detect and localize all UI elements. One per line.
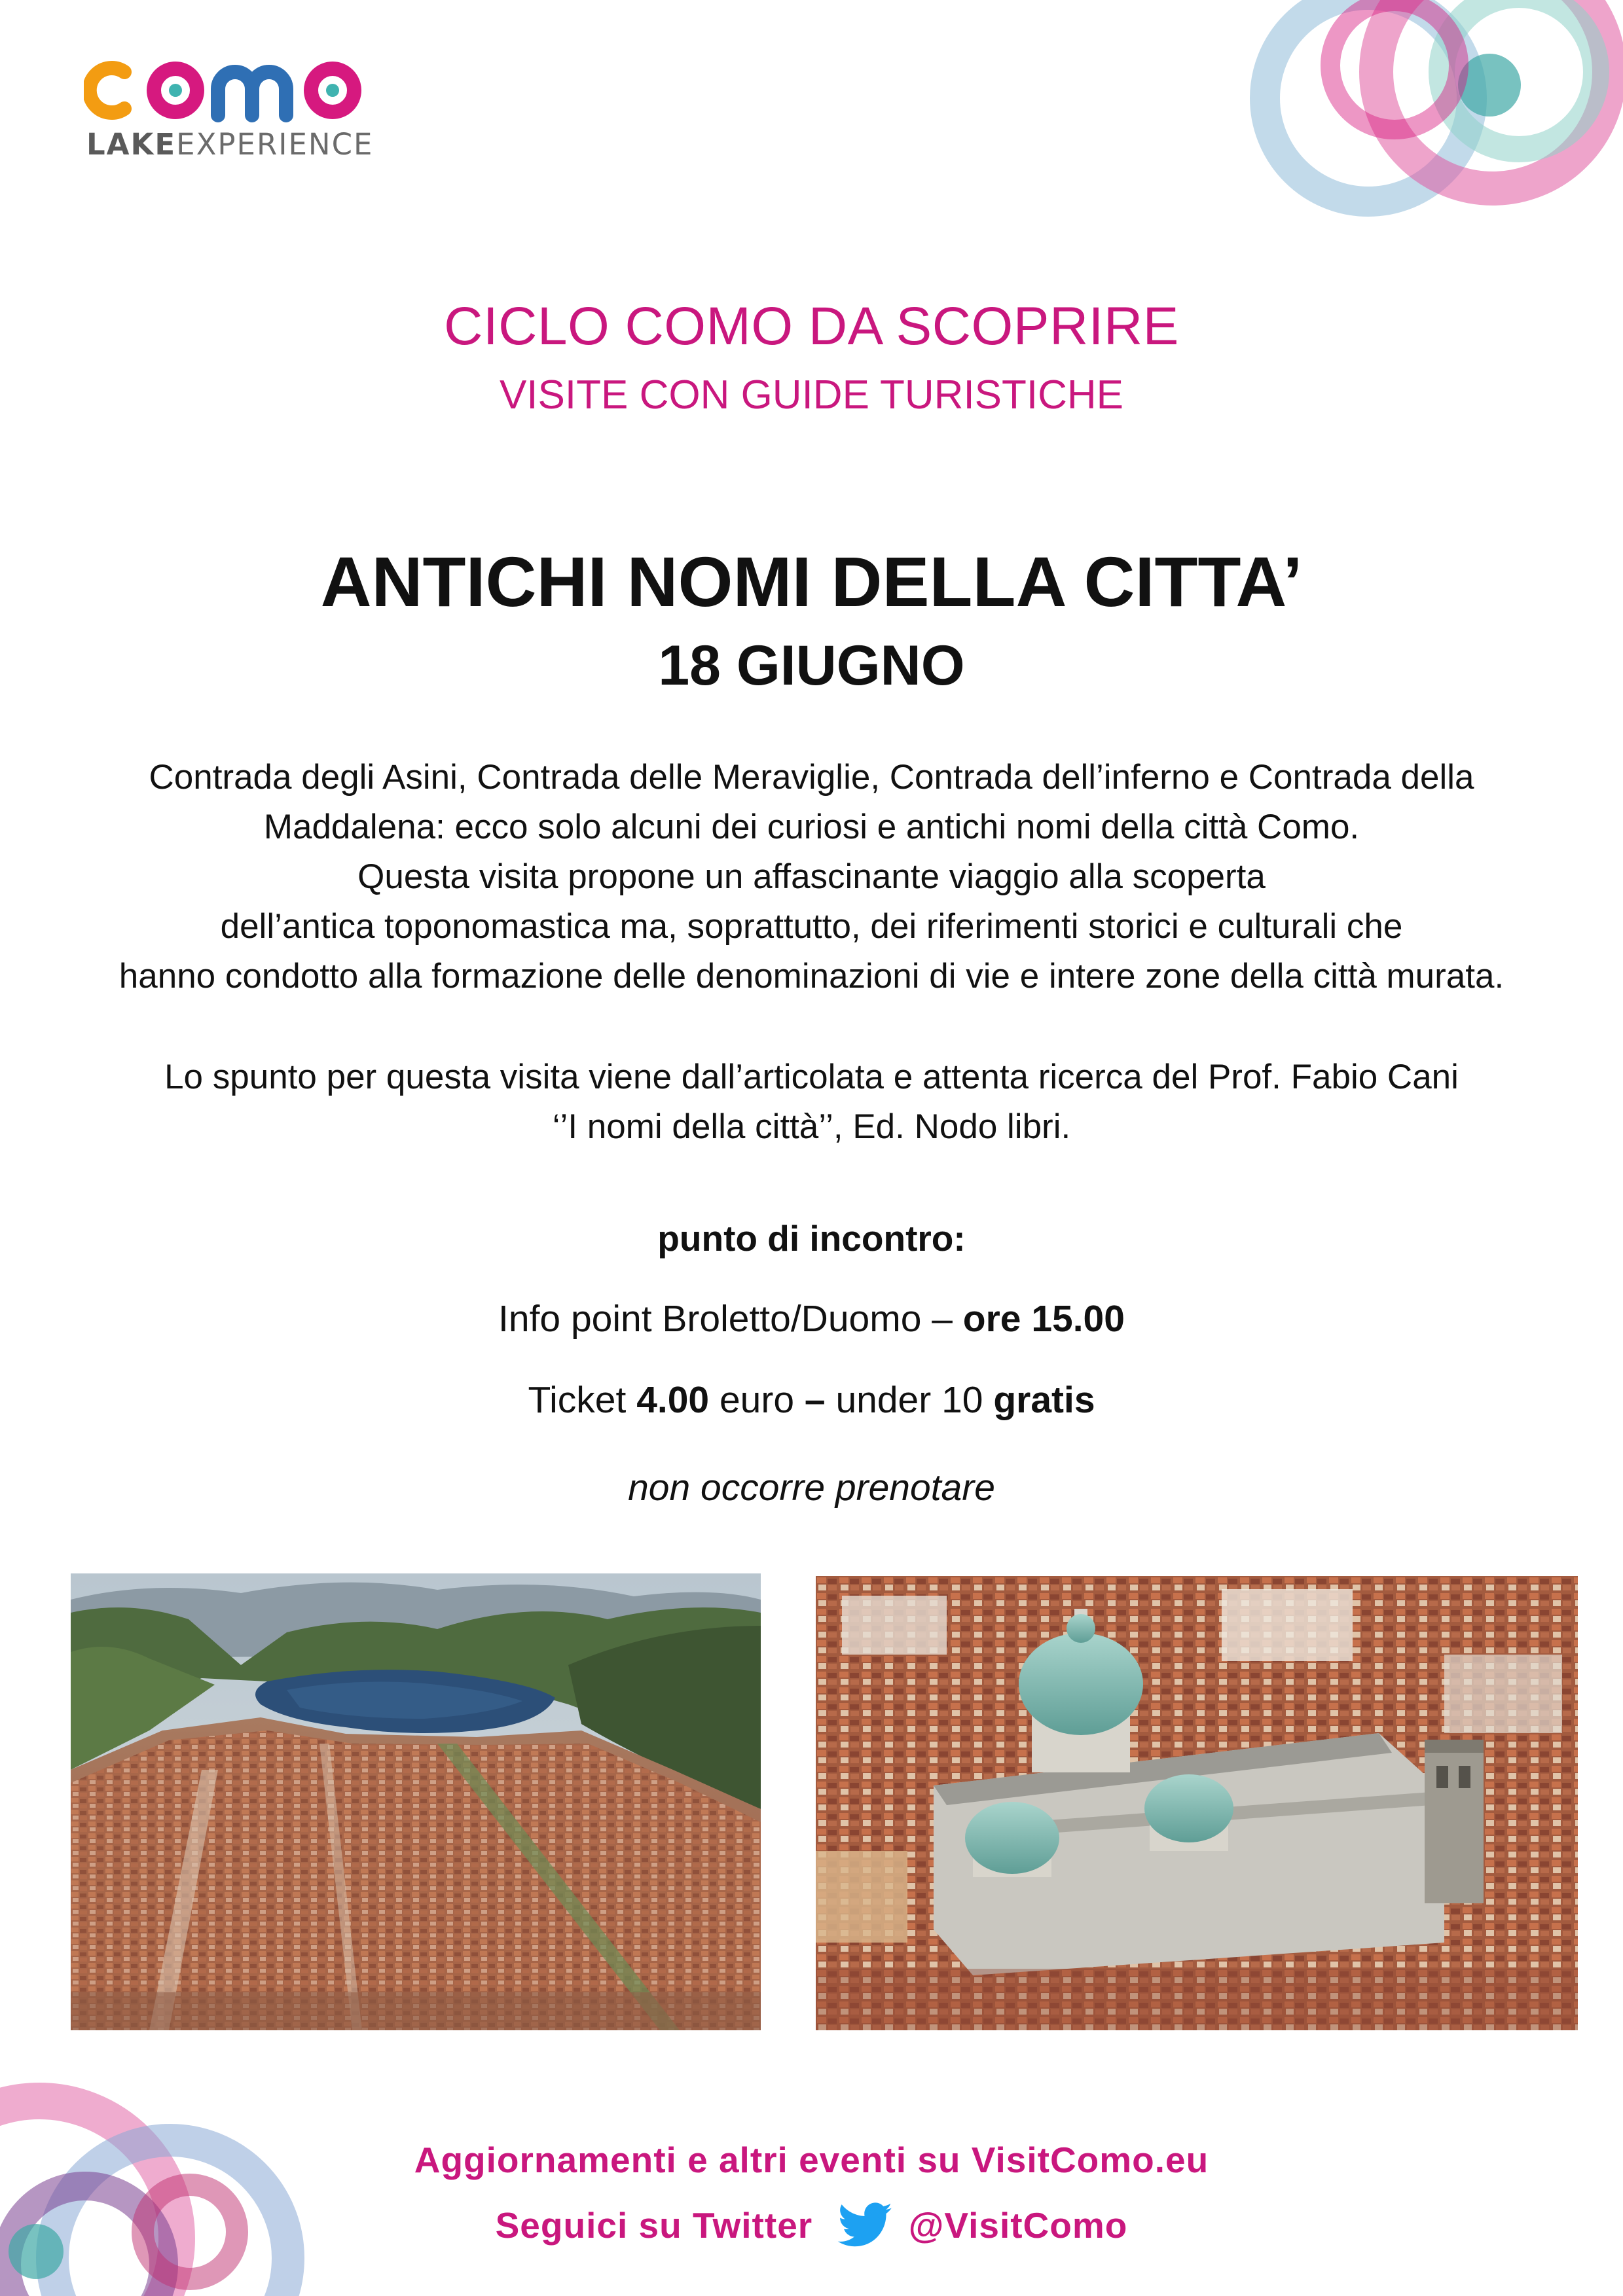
ticket-free: gratis: [993, 1379, 1095, 1421]
meeting-time: ore 15.00: [962, 1298, 1125, 1340]
event-description: [39, 753, 1584, 1001]
como-lake-experience-logo: [84, 56, 385, 161]
decorative-circles-top: [1231, 0, 1623, 281]
meeting-point-label: punto di incontro:: [657, 1218, 966, 1259]
source-line: Lo spunto per questa visita viene dall’articolata e attenta ricerca del Prof. Fabio Cani: [164, 1058, 1459, 1096]
logo-tagline-joiner: E: [176, 127, 196, 162]
decorative-circles-bottom: [0, 2068, 327, 2296]
meeting-point-line: [0, 1297, 1623, 1340]
footer-twitter-line: [0, 2202, 1623, 2248]
twitter-prefix: Seguici su Twitter: [495, 2205, 813, 2246]
source-note: [39, 1052, 1584, 1152]
logo-word-graphic: [84, 56, 378, 124]
event-date: 18 GIUGNO: [658, 634, 965, 697]
logo-tagline: [86, 127, 373, 162]
footer-updates-line: Aggiornamenti e altri eventi su VisitComo.eu: [414, 2140, 1209, 2180]
ticket-line: [0, 1378, 1623, 1422]
ticket-under: under 10: [825, 1379, 994, 1421]
como-cathedral-photo: [816, 1576, 1578, 2030]
ticket-dash: –: [804, 1379, 826, 1421]
ticket-prefix: Ticket: [528, 1379, 637, 1421]
ticket-price: 4.00: [636, 1379, 710, 1421]
twitter-handle[interactable]: @VisitComo: [908, 2205, 1128, 2246]
logo-tagline-rest: XPERIENCE: [196, 127, 374, 162]
description-line: hanno condotto alla formazione delle denominazioni di vie e intere zone della città murata.: [119, 957, 1504, 996]
source-line: ‘’I nomi della città’’, Ed. Nodo libri.: [552, 1107, 1071, 1146]
twitter-bird-icon[interactable]: [837, 2202, 894, 2248]
description-line: dell’antica toponomastica ma, soprattutto, dei riferimenti storici e culturali che: [220, 907, 1403, 946]
series-subtitle: VISITE CON GUIDE TURISTICHE: [499, 372, 1124, 418]
logo-tagline-bold: LAKE: [86, 127, 177, 162]
booking-note: non occorre prenotare: [628, 1467, 995, 1509]
meeting-place: Info point Broletto/Duomo –: [498, 1298, 963, 1340]
event-title: ANTICHI NOMI DELLA CITTA’: [320, 542, 1303, 621]
description-line: Contrada degli Asini, Contrada delle Meraviglie, Contrada dell’inferno e Contrada della: [149, 758, 1474, 797]
ticket-currency: euro: [709, 1379, 805, 1421]
description-line: Maddalena: ecco solo alcuni dei curiosi e antichi nomi della città Como.: [263, 808, 1360, 846]
como-aerial-photo: [71, 1573, 761, 2030]
series-title: CICLO COMO DA SCOPRIRE: [444, 296, 1179, 356]
description-line: Questa visita propone un affascinante viaggio alla scoperta: [357, 857, 1266, 896]
